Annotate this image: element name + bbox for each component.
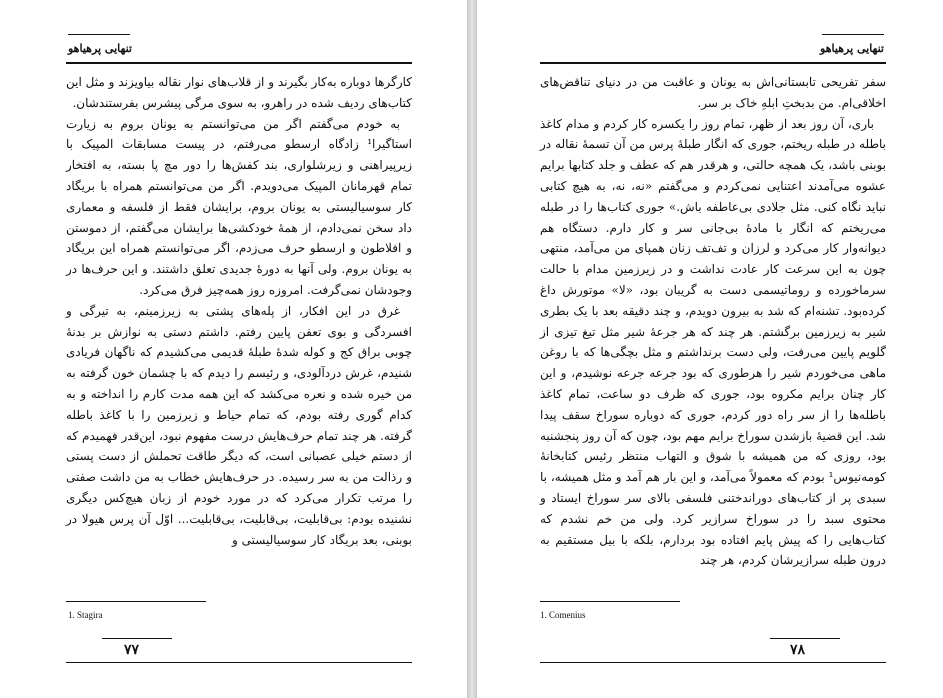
header-rule (68, 34, 130, 35)
page-body (66, 72, 412, 550)
paragraph: به خودم می‌گفتم اگر من می‌توانستم به یونان بروم به زیارت استاگیرا¹ زادگاه ارسطو می‌رفتم، در پیست مسابقات المپیک با زیرپیراهنی و زیرشلواری، بند کفش‌ها را دور مچ پا بسته، به افتخار تمام قهرمانان المپیک می‌دویدم. اگر من می‌توانستم همراه با بریگاد کار سوسیالیستی به یونان بروم، برایشان فقط از فلسفه و معماری داد سخن نمی‌دادم، از همهٔ خودکشی‌ها برایشان می‌گفتم، از دموستن و افلاطون و ارسطو حرف می‌زدم، اگر می‌توانستم همراه این بریگاد به یونان بروم. ولی آنها به دورهٔ جدیدی تعلق داشتند. و این حرف‌ها در وجودشان نمی‌گرفت. امروزه روز همه‌چیز فرق می‌کرد. (66, 116, 412, 297)
footnote: 1. Stagira (68, 610, 103, 620)
folio-rule (770, 638, 840, 639)
book-gutter (467, 0, 477, 698)
running-header (66, 40, 412, 64)
bottom-rule (66, 662, 412, 663)
page-number: ۷۸ (790, 642, 806, 658)
footnote-rule (66, 601, 206, 602)
bottom-rule (540, 662, 886, 663)
header-rule (822, 34, 884, 35)
page-body (540, 72, 886, 571)
paragraph: سفر تفریحی تابستانی‌اش به یونان و عاقبت من در دنیای تناقض‌های اخلاقی‌ام. من بدبختِ ابلهِ خاک بر سر. (540, 75, 886, 110)
paragraph: باری، آن روز بعد از ظهر، تمام روز را یکسره کار کردم و مدام کاغذ باطله در طبله ریختم، جوری که انگار طبلهٔ پرس من آن تسمهٔ نقاله در بوبنی باشد، یک همچه حالتی، و هرقدر هم که عطف و جلد کتابها برایم عشوه می‌آمدند اعتنایی نمی‌کردم و می‌گفتم «نه، نه، به هیچ کتابی نباید نگاه کنی. مثل جلادی بی‌عاطفه باش.» جوری کتاب‌ها را در طبله می‌ریختم که انگار با مادهٔ بی‌جانی سر و کار دارم. دستگاه هم دیوانه‌وار کار می‌کرد و لرزان و تف‌تف زنان همپای من می‌آمد، منتهی چون به این سرعت کار عادت نداشت و در زیرزمین مدام با حالت سرماخورده و روماتیسمی دست به گریبان بود، «لا» موتورش داغ کرده‌بود. تشنه‌ام که شد به بیرون دویدم، و چند دقیقه بعد با یک بطری شیر به زیرزمین برگشتم. هر چند که هر جرعهٔ شیر مثل تیغ تیزی از گلویم پایین می‌رفت، ولی دست برنداشتم و مثل بچگی‌ها که با روغن ماهی می‌خوردم شیر را هرطوری که بود جرعه جرعه نوشیدم، و این کار چنان برایم مکروه بود، جوری که ظرف دو ساعت، تمام کاغذ باطله‌ها را از سر راه دور کردم، جوری که دوباره سوراخ سقف پیدا شد. این قضیهٔ بازشدن سوراخ برایم مهم بود، چون که آن روز پنجشنبه بود، روزی که من همیشه با شوق و التهاب منتظر رئیس کتابخانهٔ کومه‌نیوس¹ بودم که معمولاً می‌آمد، و این بار هم آمد و مثل همیشه، با سبدی پر از کتاب‌های دوراندختنی فلسفی بالای سر سوراخ ایستاد و محتوی سبد را در سوراخ سرازیر کرد. ولی من خم نشدم که کتاب‌هایی را که پیش پایم افتاده بود بردارم، بلکه با بیل مستقیم به درون طبله سرازیرشان کردم، هر چند (540, 116, 886, 568)
footnote-rule (540, 601, 680, 602)
header-title: تنهایی پرهیاهو (68, 42, 132, 55)
header-title: تنهایی پرهیاهو (820, 42, 884, 55)
right-page (477, 0, 943, 698)
paragraph: کارگرها دوباره به‌کار بگیرند و از قلاب‌های نوار نقاله بیاویزند و مثل این کتاب‌های ردیف شده در راهرو، به سوی مرگی پیشرس بفرستندشان. (66, 75, 412, 110)
paragraph: غرق در این افکار، از پله‌های پشتی به زیرزمینم، به تیرگی و افسردگی و بوی تعفن پایین رفتم. داشتم دستی به نوازش بر بدنهٔ چوبی براق کج و کوله شدهٔ طبلهٔ قدیمی می‌کشیدم که ناگهان فریادی شنیدم، غرش دردآلودی، و رئیسم را دیدم که با چشمان خون گرفته به من خیره شده و نعره می‌کشد که این همه مدت کارم را انداخته و به کدام گوری رفته بودم، که تمام حیاط و زیرزمین را با کاغذ باطله گرفته. هر چند تمام حرف‌هایش درست مفهوم نبود، این‌قدر فهمیدم که از دستم خیلی عصبانی است، که دیگر طاقت تحملش از دست پستی و رذالت من به سر رسیده. در حرف‌هایش خطاب به من داشت صفتی را مرتب تکرار می‌کرد که در مورد خودم از زبان هیچ‌کس دیگری نشنیده بودم: بی‌قابلیت، بی‌قابلیت، بی‌قابلیت... اوّل آن پرس هیولا در بوبنی، بعد بریگاد کار سوسیالیستی و (66, 303, 413, 547)
page-number: ۷۷ (124, 642, 140, 658)
running-header (540, 40, 886, 64)
folio-rule (102, 638, 172, 639)
footnote: 1. Comenius (540, 610, 586, 620)
left-page (0, 0, 467, 698)
